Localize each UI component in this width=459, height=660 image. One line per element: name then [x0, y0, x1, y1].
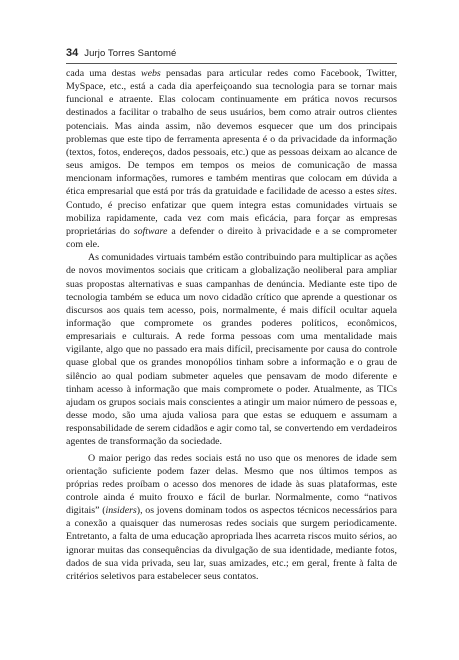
italic-term: webs	[141, 68, 161, 79]
header-rule	[66, 63, 397, 64]
text-run: . Contudo, é preciso enfatizar que quem integra estas comunidades virtuais se mobiliza rapidamente, cada vez com mais eficácia, para forçar as empresas proprietárias do	[66, 186, 397, 237]
page-number: 34	[66, 47, 79, 59]
text-run: O maior perigo das redes sociais está no uso que os menores de idade sem orientação suficiente podem fazer delas. Mesmo que nos últimos tempos as próprias redes proíbam o acesso dos menores de idade às suas plataformas, este controle ainda é muito frouxo e fácil de burlar. Normalmente, como “nativos digitais” (	[66, 452, 397, 517]
running-header	[66, 45, 396, 61]
body-text	[66, 67, 397, 583]
italic-term: insiders	[105, 505, 137, 517]
text-run: cada uma destas	[66, 68, 141, 79]
paragraph-3	[66, 452, 397, 584]
author-name: Jurjo Torres Santomé	[84, 48, 177, 59]
text-run: a defender o direito à privacidade e a se comprometer com ele.	[66, 225, 397, 251]
italic-term: software	[133, 225, 168, 237]
paragraph-2	[66, 251, 397, 448]
paragraph-1	[66, 67, 397, 251]
text-run: As comunidades virtuais também estão contribuindo para multiplicar as ações de novos movimentos sociais que criticam a globalização neoliberal para ampliar suas propostas alternativas e suas campanhas de denúncia. Mediante este tipo de tecnologia também se educa um novo cidadão crítico que aprende a questionar os discursos aos quais tem acesso, pois, normalmente, é mais difícil ocultar aquela informação que compromete os grandes poderes políticos, econômicos, empresariais e culturais. A rede forma pessoas com uma mentalidade mais vigilante, algo que no passado era mais difícil, precisamente por causa do controle quase global que os grandes monopólios tinham sobre a informação e o grau de silêncio ao qual podiam submeter aqueles que pensavam de modo diferente e tinham acesso à informação que mais compromete o poder. Atualmente, as TICs ajudam os grupos sociais mais conscientes a atingir um maior número de pessoas e, desse modo, são uma ajuda valiosa para que estas se eduquem e assumam a responsabilidade de serem cidadãos e agir como tal, se convertendo em verdadeiros agentes de transformação da sociedade.	[66, 252, 397, 448]
italic-term: sites	[376, 186, 395, 198]
text-run: pensadas para articular redes como Facebook, Twitter, MySpace, etc., está a cada dia aperfeiçoando sua tecnologia para se tornar mais funcional e atraente. Elas colocam continuamente em prática novos recursos destinados a facilitar o trabalho de seus usuários, bem como atrair outros clientes potenciais. Mas ainda assim, não devemos esquecer que um dos principais problemas que este tipo de ferramenta apresenta é o da privacidade da informação (textos, fotos, endereços, dados pessoais, etc.) que as pessoas deixam ao alcance de seus amigos. De tempos em tempos os meios de comunicação de massa mencionam informações, rumores e também mentiras que colocam em dúvida a ética empresarial que está por trás da gratuidade e facilidade de acesso a estes	[66, 68, 397, 198]
text-run: ), os jovens dominam todos os aspectos técnicos necessários para a conexão a quaisquer das numerosas redes sociais que surgem periodicamente. Entretanto, a falta de uma educação apropriada lhes acarreta riscos muito sérios, ao ignorar muitas das consequências da divulgação de sua identidade, mediante fotos, dados de sua vida privada, seu lar, suas amizades, etc.; em geral, frente à falta de critérios seletivos para estabelecer seus contatos.	[66, 505, 398, 582]
